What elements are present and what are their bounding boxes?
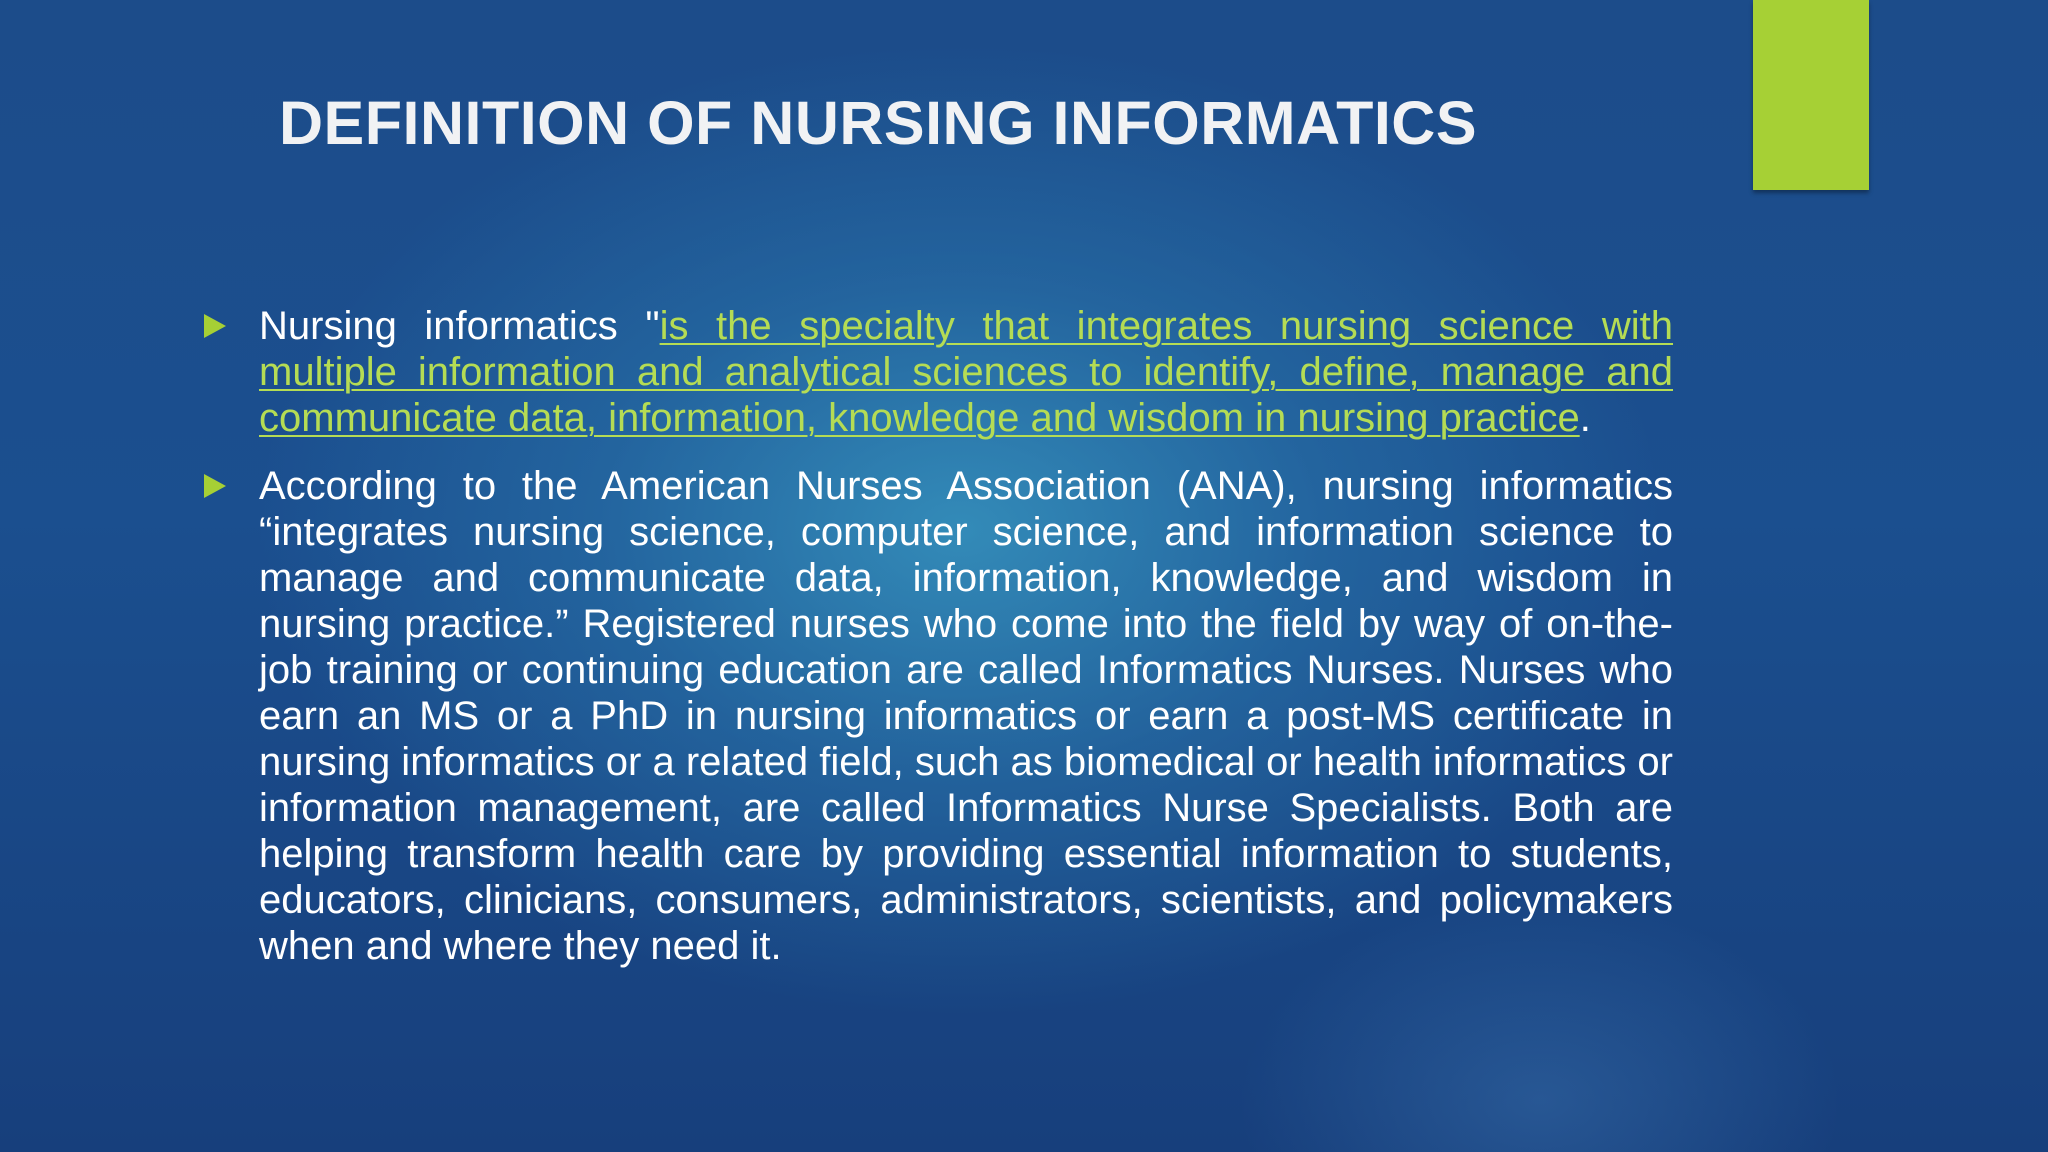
bullet-item-definition — [200, 303, 1673, 441]
bullet-list — [200, 303, 1673, 991]
slide-title: DEFINITION OF NURSING INFORMATICS — [279, 89, 1478, 157]
triangle-right-icon — [204, 314, 226, 338]
bullet-text-ana: According to the American Nurses Association (ANA), nursing informatics “integrates nursing science, computer science, and information science to manage and communicate data, information, knowledge, and wisdom in nursing practice.” Registered nurses who come into the field by way of on-the-job training or continuing education are called Informatics Nurses. Nurses who earn an MS or a PhD in nursing informatics or earn a post-MS certificate in nursing informatics or a related field, such as biomedical or health informatics or information management, are called Informatics Nurse Specialists. Both are helping transform health care by providing essential information to students, educators, clinicians, consumers, administrators, scientists, and policymakers when and where they need it. — [259, 464, 1673, 968]
bullet-item-ana — [200, 463, 1673, 969]
triangle-right-icon — [204, 474, 226, 498]
bullet-text-suffix: . — [1579, 396, 1591, 440]
accent-bar — [1753, 0, 1869, 190]
bullet-text-prefix: Nursing informatics " — [259, 304, 660, 348]
definition-link[interactable]: is the specialty that integrates nursing science with multiple information and analytical sciences to identify, define, manage and communicate data, information, knowledge and wisdom in nursing practice — [259, 304, 1674, 440]
